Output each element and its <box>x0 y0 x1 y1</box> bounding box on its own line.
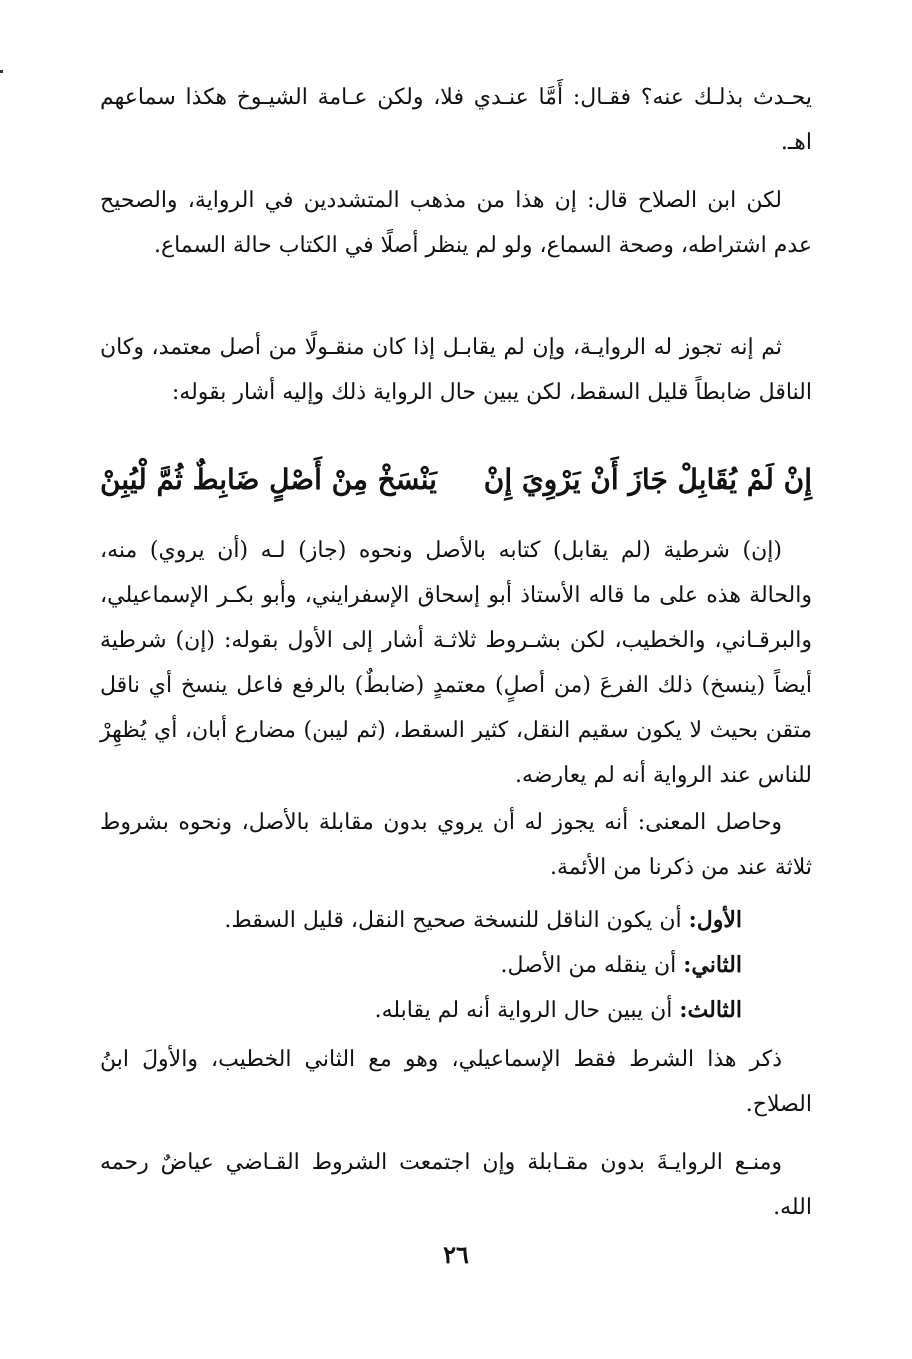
poem-verse <box>100 460 812 500</box>
paragraph-commentary <box>100 528 812 798</box>
paragraph-qadi-iyad <box>100 1140 812 1230</box>
paragraph-text: (إن) شرطية (لم يقابل) كتابه بالأصل ونحوه (جاز) لـه (أن يروي) منه، والحالة هذه على ما قاله الأستاذ أبو إسحاق الإسفرايني، وأبو بكـر الإسماعيلي، والبرقـاني، والخطيب، لكن بشـروط ثلاثـة أشار إلى الأول بقوله: (إن) شرطية أيضاً (ينسخ) ذلك الفرعَ (من أصلٍ) معتمدٍ (ضابطٌ) بالرفع فاعل ينسخ أي ناقل متقن بحيث لا يكون سقيم النقل، كثير السقط، (ثم ليبن) مضارع أبان، أي يُظهِرْ للناس عند الرواية أنه لم يعارضه. <box>100 538 813 788</box>
condition-label: الثالث: <box>679 997 742 1023</box>
verse-first-hemistich: إِنْ لَمْ يُقَابِلْ جَازَ أَنْ يَرْوِيَ إِنْ <box>483 463 812 496</box>
paragraph-attribution <box>100 1037 812 1127</box>
conditions-list <box>182 898 742 1033</box>
condition-label: الثاني: <box>683 952 742 978</box>
page-number: ٢٦ <box>443 1240 469 1269</box>
paragraph-text: ذكر هذا الشرط فقط الإسماعيلي، وهو مع الثاني الخطيب، والأولَ ابنُ الصلاح. <box>100 1047 812 1117</box>
paragraph-narration <box>100 75 812 165</box>
paragraph-text: ومنـع الروايـةَ بدون مقـابلة وإن اجتمعت الشروط القـاضي عياضٌ رحمه الله. <box>100 1150 812 1220</box>
paragraph-summary <box>100 800 812 890</box>
condition-item-second <box>182 943 742 988</box>
paragraph-ibn-salah <box>100 178 812 268</box>
condition-label: الأول: <box>688 907 742 933</box>
paragraph-text: وحاصل المعنى: أنه يجوز له أن يروي بدون مقابلة بالأصل، ونحوه بشروط ثلاثة عند من ذكرنا من الأئمة. <box>100 810 812 880</box>
condition-text: أن ينقله من الأصل. <box>500 953 677 978</box>
condition-item-third <box>182 988 742 1033</box>
paragraph-permission <box>100 325 812 415</box>
verse-second-hemistich: يَنْسَخْ مِنْ أَصْلٍ ضَابِطٌ ثُمَّ لْيُبِنْ <box>100 463 437 496</box>
paragraph-text: لكن ابن الصلاح قال: إن هذا من مذهب المتشددين في الرواية، والصحيح عدم اشتراطه، وصحة السماع، ولو لم ينظر أصلًا في الكتاب حالة السماع. <box>100 188 812 258</box>
scan-speck <box>0 70 3 73</box>
condition-text: أن يبين حال الرواية أنه لم يقابله. <box>374 998 673 1023</box>
condition-text: أن يكون الناقل للنسخة صحيح النقل، قليل السقط. <box>224 908 682 933</box>
paragraph-text: ثم إنه تجوز له الروايـة، وإن لم يقابـل إذا كان منقـولًا من أصل معتمد، وكان الناقل ضابطاً قليل السقط، لكن يبين حال الرواية ذلك وإليه أشار بقوله: <box>100 335 812 405</box>
paragraph-text: يحـدث بذلـك عنه؟ فقـال: أَمَّا عنـدي فلا، ولكن عـامة الشيـوخ هكذا سماعهم اهـ. <box>100 85 812 155</box>
condition-item-first <box>182 898 742 943</box>
